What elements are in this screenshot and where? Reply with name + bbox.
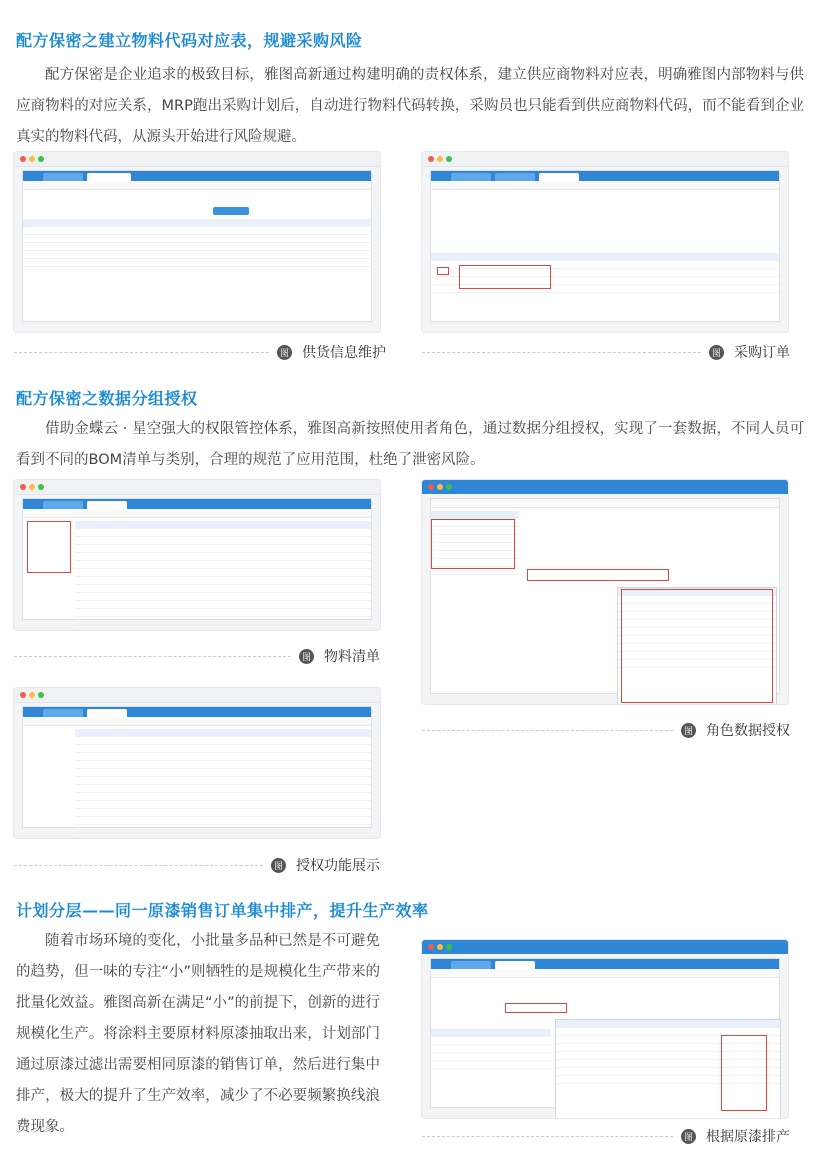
section-paragraph-3 — [16, 926, 380, 1143]
section-paragraph-1 — [16, 60, 804, 153]
figure-icon: 图 — [681, 1129, 696, 1144]
caption-auth-function — [14, 855, 380, 875]
caption-material-list — [14, 646, 380, 666]
base-paint-schedule-screenshot — [422, 940, 788, 1118]
paragraph-text: 配方保密是企业追求的极致目标，雅图高新通过构建明确的责权体系，建立供应商物料对应表，明确雅图内部物料与供应商物料的对应关系，MRP跑出采购计划后，自动进行物料代码转换，采购员也只能看到供应商物料代码，而不能看到企业真实的物料代码，从源头开始进行风险规避。 — [16, 67, 804, 145]
caption-text: 物料清单 — [324, 649, 380, 665]
figure-icon: 图 — [299, 649, 314, 664]
caption-role-data-auth — [422, 720, 790, 740]
caption-text: 供货信息维护 — [302, 345, 386, 361]
figure-icon: 图 — [271, 858, 286, 873]
section-paragraph-2 — [16, 414, 804, 476]
caption-text: 采购订单 — [734, 345, 790, 361]
auth-function-screenshot — [14, 688, 380, 838]
purchase-order-screenshot — [422, 152, 788, 332]
figure-icon: 图 — [709, 345, 724, 360]
figure-icon: 图 — [277, 345, 292, 360]
caption-base-paint-schedule — [422, 1126, 790, 1146]
caption-purchase-order — [422, 342, 790, 362]
supply-info-screenshot — [14, 152, 380, 332]
role-data-auth-screenshot — [422, 480, 788, 704]
figure-icon: 图 — [681, 723, 696, 738]
material-list-screenshot — [14, 480, 380, 630]
caption-text: 授权功能展示 — [296, 858, 380, 874]
section-title-layered-planning: 计划分层——同一原漆销售订单集中排产，提升生产效率 — [16, 901, 429, 920]
section-title-data-group-auth: 配方保密之数据分组授权 — [16, 389, 198, 408]
caption-text: 根据原漆排产 — [706, 1129, 790, 1145]
paragraph-text: 随着市场环境的变化，小批量多品种已然是不可避免的趋势，但一味的专注“小”则牺牲的是规模化生产带来的批量化效益。雅图高新在满足“小”的前提下，创新的进行规模化生产。将涂料主要原材料原漆抽取出来，计划部门通过原漆过滤出需要相同原漆的销售订单，然后进行集中排产，极大的提升了生产效率，减少了不必要频繁换线浪费现象。 — [16, 933, 380, 1135]
caption-text: 角色数据授权 — [706, 723, 790, 739]
section-title-formula-secrecy-supplier: 配方保密之建立物料代码对应表，规避采购风险 — [16, 31, 363, 50]
caption-supply-info — [14, 342, 386, 362]
paragraph-text: 借助金蝶云 · 星空强大的权限管控体系，雅图高新按照使用者角色，通过数据分组授权，实现了一套数据，不同人员可看到不同的BOM清单与类别，合理的规范了应用范围，杜绝了泄密风险。 — [16, 421, 804, 468]
